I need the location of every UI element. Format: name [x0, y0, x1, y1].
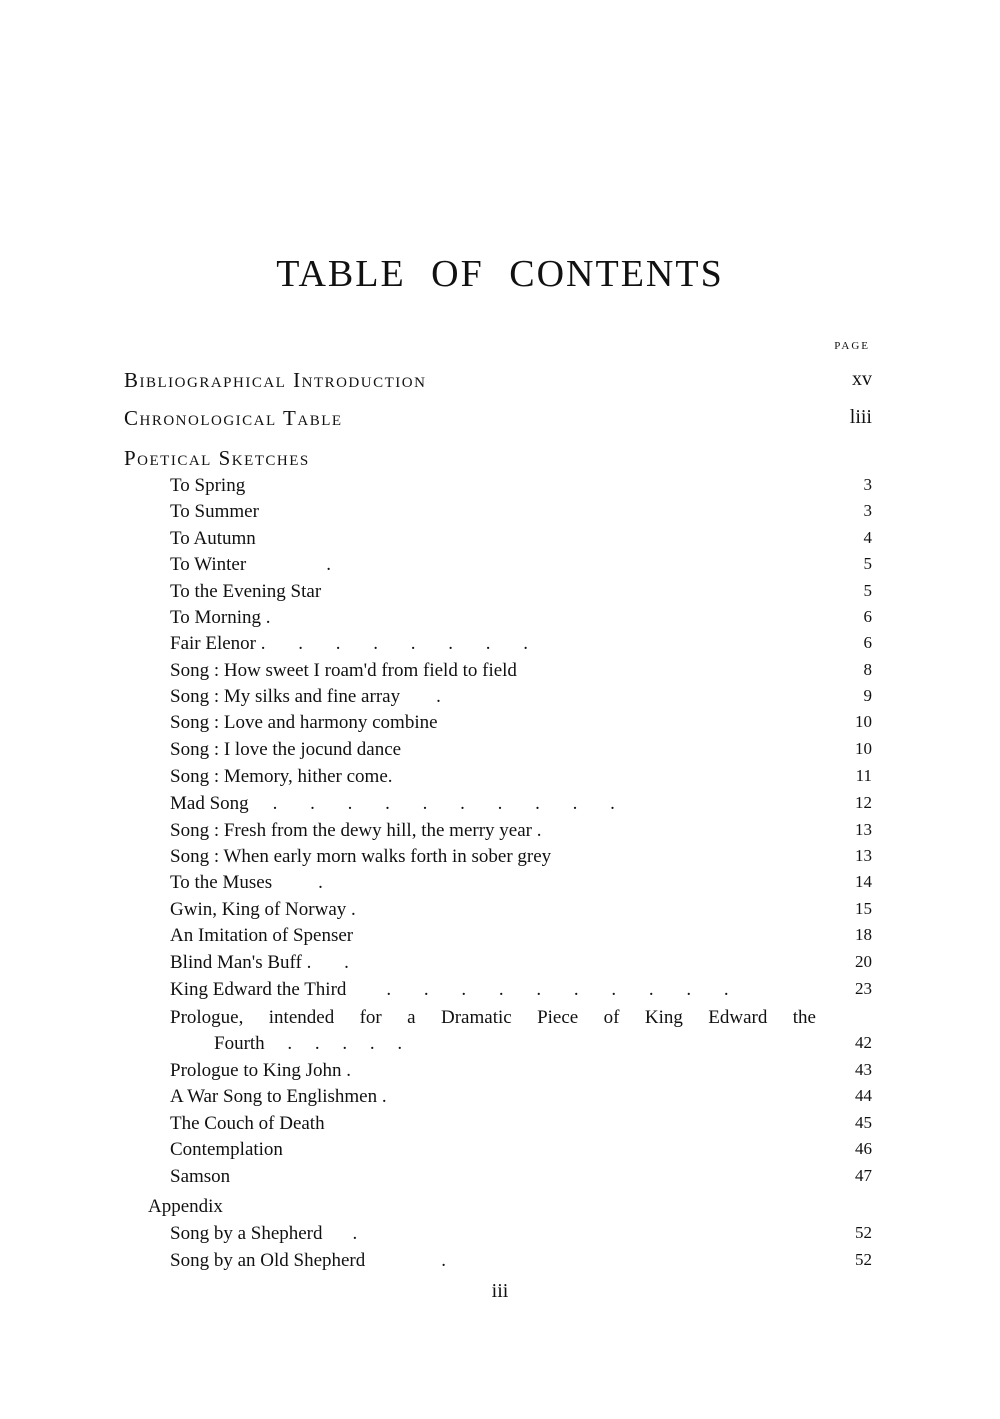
page-column-header: PAGE [834, 340, 870, 352]
entry-title: The Couch of Death [170, 1113, 325, 1134]
toc-entry [0, 846, 1000, 874]
entry-title: Contemplation [170, 1139, 283, 1160]
entry-page: 13 [855, 820, 872, 839]
toc-entry [0, 739, 1000, 767]
entry-title: To Winter . [170, 554, 345, 575]
toc-section-poetical-sketches [0, 446, 1000, 474]
entry-page: 9 [863, 686, 872, 705]
entry-page: 52 [855, 1250, 872, 1269]
entry-title: Song : Love and harmony combine [170, 712, 438, 733]
toc-entry [0, 686, 1000, 714]
entry-page: 3 [863, 501, 872, 520]
entry-page: 13 [855, 846, 872, 865]
section-label: Poetical Sketches [124, 446, 310, 470]
entry-page: 52 [855, 1223, 872, 1242]
entry-page: 14 [855, 872, 872, 891]
entry-title: An Imitation of Spenser [170, 925, 354, 946]
entry-page: 18 [855, 925, 872, 944]
toc-entry [0, 1086, 1000, 1114]
toc-entry [0, 1060, 1000, 1088]
toc-appendix [0, 1196, 1000, 1224]
entry-page: 4 [863, 528, 872, 547]
entry-page: 44 [855, 1086, 872, 1105]
entry-title: To Autumn [170, 528, 256, 549]
entry-title: Song : My silks and fine array . [170, 686, 455, 707]
entry-title: Mad Song . . . . . . . . . . [170, 793, 629, 814]
entry-page: 42 [855, 1033, 872, 1052]
leader-dots: . [318, 872, 337, 893]
entry-page: 5 [863, 554, 872, 573]
leader-dots: . [441, 1250, 461, 1271]
entry-page: 12 [855, 793, 872, 812]
entry-page: 3 [863, 475, 872, 494]
entry-title: Song : I love the jocund dance [170, 739, 402, 760]
entry-title: Fair Elenor . . . . . . . . [170, 633, 543, 654]
toc-entry [0, 1166, 1000, 1194]
toc-section-chronological-table [0, 406, 1000, 434]
entry-page: 45 [855, 1113, 872, 1132]
toc-entry [0, 1113, 1000, 1141]
entry-title: A War Song to Englishmen . [170, 1086, 387, 1107]
entry-title: Song : When early morn walks forth in sober grey [170, 846, 552, 867]
toc-entry [0, 899, 1000, 927]
entry-page: 46 [855, 1139, 872, 1158]
leader-dots: . [352, 1223, 372, 1244]
entry-title: To Summer [170, 501, 259, 522]
entry-page: 6 [863, 607, 872, 626]
entry-title: King Edward the Third . . . . . . . . . . [170, 979, 743, 1000]
entry-title-line1: Prologue, intended for a Dramatic Piece of King Edward the [170, 1007, 816, 1028]
entry-page: 20 [855, 952, 872, 971]
section-page: liii [849, 406, 872, 428]
toc-entry [0, 1139, 1000, 1167]
toc-entry [0, 660, 1000, 688]
entry-page: 6 [863, 633, 872, 652]
entry-page: 10 [855, 739, 872, 758]
entry-page: 8 [863, 660, 872, 679]
leader-dots: . [326, 554, 345, 575]
toc-entry-wrapped-page-row [0, 1033, 1000, 1061]
page-number: iii [491, 1280, 509, 1302]
page-title: TABLE OF CONTENTS [276, 253, 724, 295]
toc-entry [0, 820, 1000, 848]
entry-title: To Morning . [170, 607, 285, 628]
entry-page: 10 [855, 712, 872, 731]
toc-entry [0, 1223, 1000, 1251]
appendix-label: Appendix [148, 1196, 223, 1217]
toc-entry [0, 633, 1000, 661]
entry-title: Song by an Old Shepherd . [170, 1250, 461, 1271]
toc-entry [0, 712, 1000, 740]
entry-page: 5 [863, 581, 872, 600]
entry-title: Gwin, King of Norway . [170, 899, 356, 920]
leader-dots: . . . . . . . . . . [386, 979, 743, 1000]
entry-title: To the Muses . [170, 872, 337, 893]
entry-title: To the Evening Star [170, 581, 322, 602]
toc-entry [0, 925, 1000, 953]
entry-page: 11 [855, 766, 872, 785]
entry-title: Blind Man's Buff . . [170, 952, 363, 973]
toc-entry [0, 501, 1000, 529]
entry-page: 23 [855, 979, 872, 998]
entry-title: Song : How sweet I roam'd from field to field [170, 660, 517, 681]
section-label: Bibliographical Introduction [124, 368, 427, 392]
leader-dots: . . . . . . . . . . [272, 793, 629, 814]
toc-entry [0, 554, 1000, 582]
section-label: Chronological Table [124, 406, 343, 430]
leader-dots: . [265, 607, 285, 628]
entry-page: 15 [855, 899, 872, 918]
entry-title: To Spring [170, 475, 246, 496]
section-page: xv [852, 368, 872, 390]
toc-entry [0, 581, 1000, 609]
toc-entry [0, 766, 1000, 794]
toc-entry [0, 528, 1000, 556]
entry-title: Song by a Shepherd . [170, 1223, 372, 1244]
leader-dots: . . . . . . . . [260, 633, 543, 654]
entry-title: Samson [170, 1166, 231, 1187]
entry-page: 47 [855, 1166, 872, 1185]
entry-title: Song : Fresh from the dewy hill, the merry year . [170, 820, 542, 841]
toc-entry [0, 475, 1000, 503]
toc-entry [0, 979, 1000, 1007]
leader-dots: . [436, 686, 455, 707]
entry-title-line2: Fourth . . . . . [214, 1033, 403, 1054]
toc-entry [0, 1250, 1000, 1278]
entry-title: Prologue to King John . [170, 1060, 352, 1081]
entry-title: Song : Memory, hither come. [170, 766, 393, 787]
toc-entry [0, 793, 1000, 821]
leader-dots: . . [306, 952, 363, 973]
toc-entry [0, 872, 1000, 900]
toc-entry [0, 607, 1000, 635]
entry-page: 43 [855, 1060, 872, 1079]
toc-section-bibliographical-introduction [0, 368, 1000, 396]
toc-entry [0, 952, 1000, 980]
